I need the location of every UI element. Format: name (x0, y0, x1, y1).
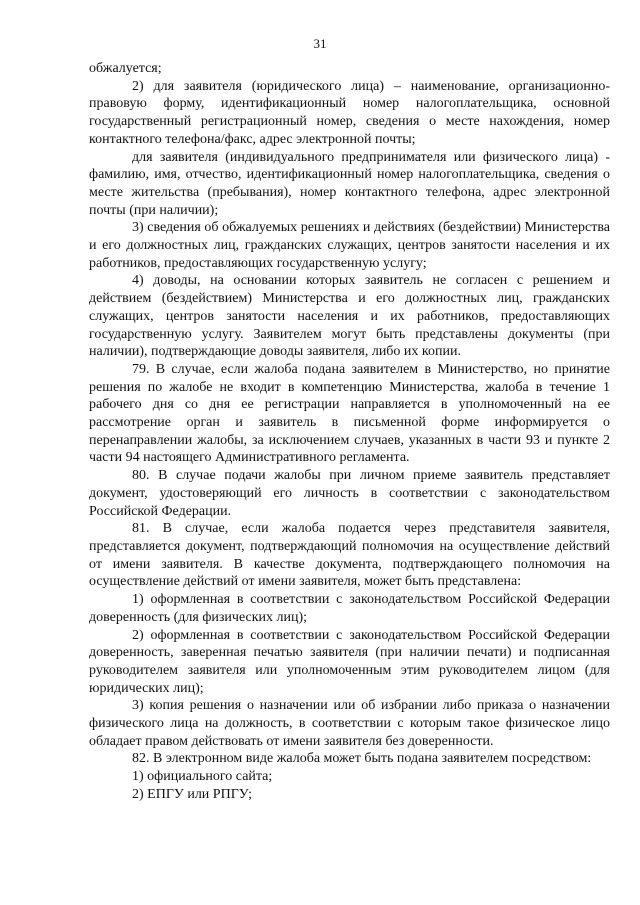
paragraph: 3) сведения об обжалуемых решениях и действиях (бездействии) Министерства и его должностных лиц, гражданских служащих, центров занятости населения и их работников, предоставляющих государственную услугу; (89, 220, 610, 271)
paragraph: 1) официального сайта; (132, 769, 273, 785)
paragraph: 81. В случае, если жалоба подается через представителя заявителя, представляется документ, подтверждающий полномочия на осуществление действий от имени заявителя. В качестве документа, подтверждающего полномочия на осуществление действий от имени заявителя, может быть представлена: (89, 521, 610, 590)
paragraph: 82. В электронном виде жалоба может быть подана заявителем посредством: (132, 751, 592, 767)
paragraph: 2) ЕПГУ или РПГУ; (132, 786, 253, 802)
paragraph: 79. В случае, если жалоба подана заявителем в Министерство, но принятие решения по жалобе не входит в компетенцию Министерства, жалоба в течение 1 рабочего дня со дня ее регистрации направляется в уполномоченный на ее рассмотрение орган и заявитель в письменной форме информируется о перенаправлении жалобы, за исключением случаев, указанных в части 93 и пункте 2 части 94 настоящего Административного регламента. (89, 361, 610, 466)
paragraph: 1) оформленная в соответствии с законодательством Российской Федерации доверенность (для физических лиц); (89, 592, 610, 625)
paragraph: 80. В случае подачи жалобы при личном приеме заявитель представляет документ, удостоверяющий его личность в соответствии с законодательством Российской Федерации. (89, 468, 610, 519)
document-body (89, 60, 610, 804)
paragraph: 3) копия решения о назначении или об избрании либо приказа о назначении физического лица на должность, в соответствии с которым такое физическое лицо обладает правом действовать от имени заявителя без доверенности. (89, 698, 610, 749)
paragraph: 2) оформленная в соответствии с законодательством Российской Федерации доверенность, заверенная печатью заявителя (при наличии печати) и подписанная руководителем заявителя или уполномоченным этим руководителем лицом (для юридических лиц); (89, 627, 610, 696)
paragraph: для заявителя (индивидуального предпринимателя или физического лица) - фамилию, имя, отчество, идентификационный номер налогоплательщика, сведения о месте жительства (пребывания), номер контактного телефона, адрес электронной почты (при наличии); (89, 149, 610, 218)
paragraph: 4) доводы, на основании которых заявитель не согласен с решением и действием (бездействием) Министерства и его должностных лиц, гражданских служащих, центров занятости населения и их работников, предоставляющих государственную услугу. Заявителем могут быть представлены документы (при наличии), подтверждающие доводы заявителя, либо их копии. (89, 273, 610, 360)
paragraph: обжалуется; (89, 61, 162, 76)
paragraph: 2) для заявителя (юридического лица) – наименование, организационно-правовую форму, идентификационный номер налогоплательщика, основной государственный регистрационный номер, сведения о месте нахождения, номер контактного телефона/факс, адрес электронной почты; (89, 78, 610, 147)
page-number: 31 (313, 36, 327, 51)
